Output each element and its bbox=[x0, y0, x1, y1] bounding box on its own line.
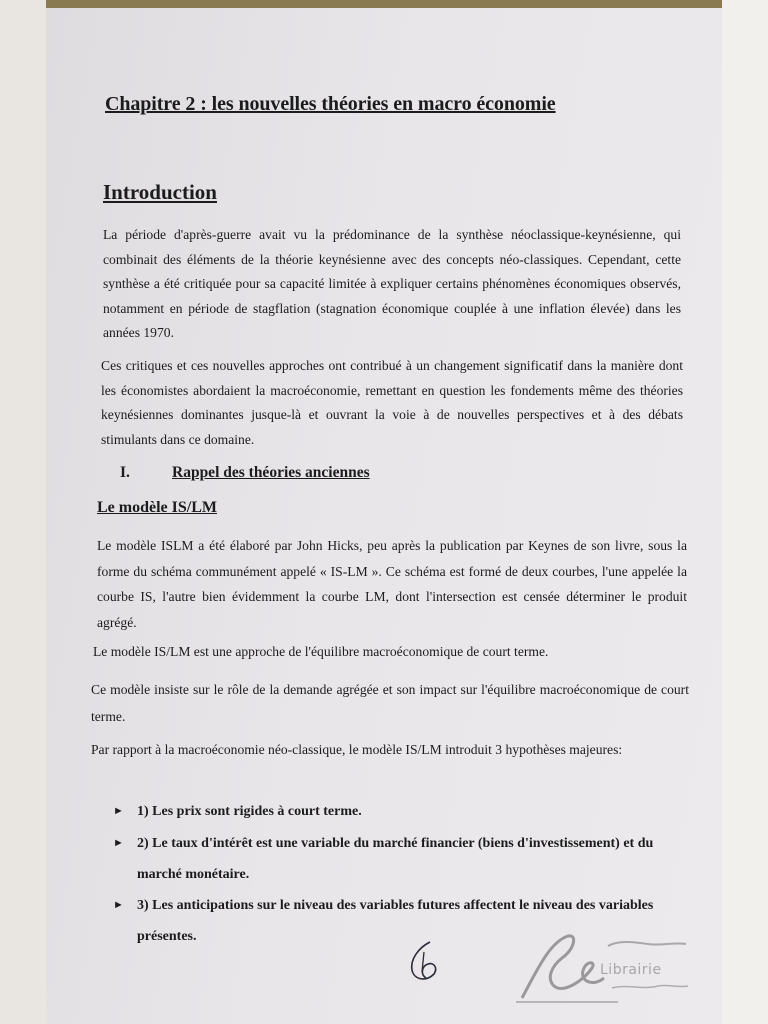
intro-paragraph-1: La période d'après-guerre avait vu la prédominance de la synthèse néoclassique-keynésienne, qui combinait des éléments de la théorie keynésienne avec des concepts néo-classiques. Cependant, cette synthèse a été critiquée pour sa capacité limitée à expliquer certains phénomènes économiques observés, notamment en période de stagflation (stagnation économique couplée à une inflation élevée) dans les années 1970. bbox=[103, 227, 681, 340]
bullet-arrow-icon: ► bbox=[113, 899, 124, 911]
bullet-arrow-icon: ► bbox=[113, 805, 124, 817]
hypothesis-text: 1) Les prix sont rigides à court terme. bbox=[137, 804, 362, 819]
background-left-edge bbox=[0, 0, 46, 1024]
hypothesis-item bbox=[113, 796, 697, 827]
background-right-edge bbox=[722, 0, 768, 1024]
intro-paragraph-2: Ces critiques et ces nouvelles approches ont contribué à un changement significatif dans la manière dont les économistes abordaient la macroéconomie, remettant en question les fondements même des théories keynésiennes dominantes jusque-là et ouvrant la voie à de nouvelles perspectives et à des débats stimulants dans ce domaine. bbox=[101, 358, 683, 447]
islm-paragraph-3: Ce modèle insiste sur le rôle de la demande agrégée et son impact sur l'équilibre macroéconomique de court terme. bbox=[91, 682, 689, 724]
bullet-arrow-icon: ► bbox=[113, 837, 124, 849]
section-title: Rappel des théories anciennes bbox=[172, 464, 370, 481]
islm-paragraph-2: Le modèle IS/LM est une approche de l'équilibre macroéconomique de court terme. bbox=[93, 644, 549, 659]
stamp-text: Librairie bbox=[600, 962, 662, 978]
section-heading bbox=[120, 464, 370, 482]
hypothesis-text: 2) Le taux d'intérêt est une variable du marché financier (biens d'investissement) et du marché monétaire. bbox=[137, 836, 654, 882]
islm-paragraph-4: Par rapport à la macroéconomie néo-classique, le modèle IS/LM introduit 3 hypothèses majeures: bbox=[91, 742, 623, 757]
handwritten-signature-icon bbox=[404, 938, 444, 984]
subsection-heading: Le modèle IS/LM bbox=[97, 499, 217, 516]
section-number: I. bbox=[120, 464, 130, 481]
hypothesis-item bbox=[113, 828, 697, 890]
islm-paragraph-1: Le modèle ISLM a été élaboré par John Hicks, peu après la publication par Keynes de son livre, sous la forme du schéma communément appelé « IS-LM ». Ce schéma est formé de deux courbes, l'une appelée la courbe IS, l'autre bien évidemment la courbe LM, dont l'intersection est censée déterminer le produit agrégé. bbox=[97, 538, 687, 630]
chapter-title: Chapitre 2 : les nouvelles théories en macro économie bbox=[105, 93, 556, 115]
intro-heading: Introduction bbox=[103, 180, 217, 204]
hypothesis-text: 3) Les anticipations sur le niveau des variables futures affectent le niveau des variables présentes. bbox=[137, 898, 654, 944]
